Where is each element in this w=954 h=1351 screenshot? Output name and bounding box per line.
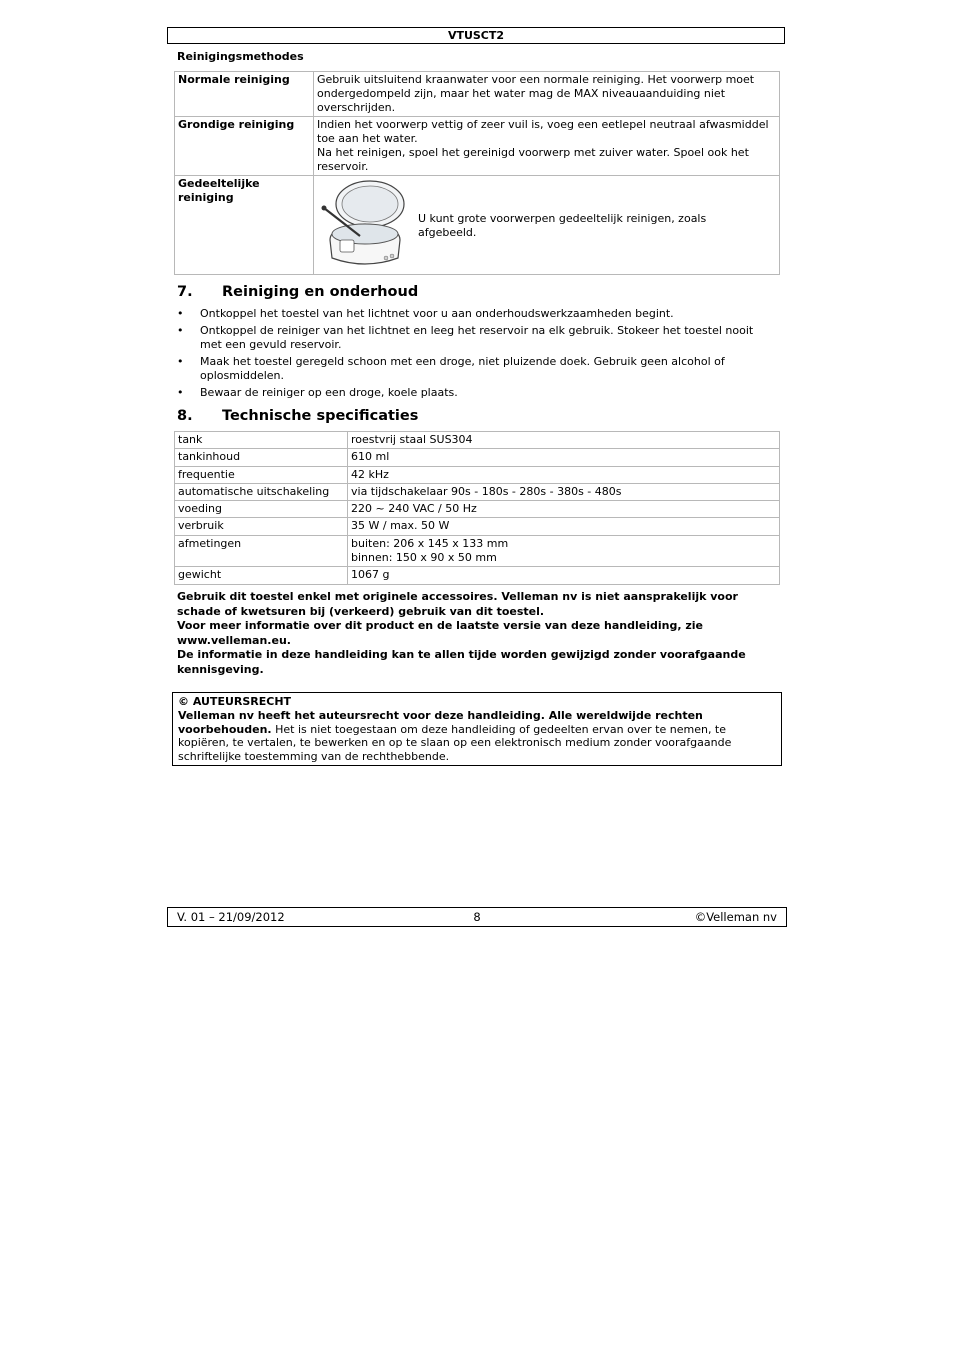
spec-value: 610 ml (348, 449, 780, 466)
section-heading (177, 284, 418, 300)
version-date: V. 01 – 21/09/2012 (177, 910, 285, 924)
method-description (314, 176, 780, 275)
section-title: Technische specificaties (222, 408, 419, 424)
method-text: Indien het voorwerp vettig of zeer vuil is, voeg een eetlepel neutraal afwasmiddel toe aan het water. (317, 118, 769, 145)
spec-value: 1067 g (348, 567, 780, 584)
table-row (175, 483, 780, 500)
spec-key: tankinhoud (175, 449, 348, 466)
table-row (175, 449, 780, 466)
table-row (175, 432, 780, 449)
bullet-icon: • (177, 386, 184, 399)
table-row (175, 518, 780, 535)
list-item-text: Ontkoppel de reiniger van het lichtnet en leeg het reservoir na elk gebruik. Stokeer het toestel nooit met een gevuld reservoir. (200, 324, 754, 351)
page-number: 8 (473, 910, 481, 924)
ultrasonic-cleaner-illustration (320, 178, 410, 272)
spec-value: 220 ~ 240 VAC / 50 Hz (348, 501, 780, 518)
list-item-text: Maak het toestel geregeld schoon met een droge, niet pluizende doek. Gebruik geen alcohol of oplosmiddelen. (200, 355, 725, 382)
notice-paragraph: Gebruik dit toestel enkel met originele accessoires. Velleman nv is niet aansprakelijk voor schade of kwetsuren bij (verkeerd) gebruik van dit toestel. (177, 590, 738, 618)
copyright-bold-text: Velleman nv heeft het auteursrecht voor deze handleiding. Alle wereldwijde rechten voorbehouden. (178, 708, 703, 736)
table-row (175, 117, 780, 176)
spec-value: 42 kHz (348, 466, 780, 483)
bullet-icon: • (177, 324, 184, 337)
copyright-body (178, 709, 776, 764)
table-row (175, 567, 780, 584)
method-key: Normale reiniging (175, 72, 314, 117)
spec-value: via tijdschakelaar 90s - 180s - 280s - 380s - 480s (348, 483, 780, 500)
page-header (167, 27, 785, 44)
list-item (177, 324, 777, 352)
bullet-icon: • (177, 307, 184, 320)
section-number: 8. (177, 408, 193, 424)
specifications-table (174, 431, 780, 585)
page-footer (167, 907, 787, 927)
spec-value-line: binnen: 150 x 90 x 50 mm (351, 551, 497, 565)
spec-key: afmetingen (175, 535, 348, 567)
spec-key: frequentie (175, 466, 348, 483)
spec-value: 35 W / max. 50 W (348, 518, 780, 535)
list-item (177, 307, 777, 321)
section-number: 7. (177, 284, 193, 300)
copyright-notice (172, 692, 782, 766)
section-title: Reiniging en onderhoud (222, 284, 419, 300)
maintenance-list (177, 307, 777, 403)
copyright-title: © AUTEURSRECHT (178, 695, 292, 708)
method-text: Gebruik uitsluitend kraanwater voor een normale reiniging. Het voorwerp moet ondergedompeld zijn, maar het water mag de MAX niveauaanduiding niet overschrijden. (317, 73, 755, 114)
method-key: Gedeeltelijke reiniging (175, 176, 314, 275)
table-row (175, 72, 780, 117)
method-description (314, 117, 780, 176)
spec-key: automatische uitschakeling (175, 483, 348, 500)
model-code: VTUSCT2 (447, 29, 505, 42)
spec-key: tank (175, 432, 348, 449)
spec-value-line: buiten: 206 x 145 x 133 mm (351, 536, 509, 550)
method-text: Na het reinigen, spoel het gereinigd voorwerp met zuiver water. Spoel ook het reservoir. (317, 146, 749, 173)
spec-value (348, 535, 780, 567)
list-item (177, 386, 777, 400)
usage-notice (177, 590, 777, 677)
bullet-icon: • (177, 355, 184, 368)
table-row (175, 466, 780, 483)
cleaning-methods-table (174, 71, 780, 275)
section-heading (177, 408, 418, 424)
method-text: U kunt grote voorwerpen gedeeltelijk reinigen, zoals afgebeeld. (418, 212, 707, 239)
table-row (175, 501, 780, 518)
method-description (314, 72, 780, 117)
company-copyright: ©Velleman nv (694, 910, 777, 924)
table-row (175, 176, 780, 275)
list-item-text: Bewaar de reiniger op een droge, koele plaats. (200, 386, 458, 399)
spec-key: voeding (175, 501, 348, 518)
copyright-text: Het is niet toegestaan om deze handleiding of gedeelten ervan over te nemen, te kopiëren, te vertalen, te bewerken en op te slaan op een elektronisch medium zonder voorafgaande schriftelijke toestemming van de rechthebbende. (178, 722, 732, 764)
spec-key: verbruik (175, 518, 348, 535)
list-item-text: Ontkoppel het toestel van het lichtnet voor u aan onderhoudswerkzaamheden begint. (200, 307, 674, 320)
method-key: Grondige reiniging (175, 117, 314, 176)
spec-value: roestvrij staal SUS304 (348, 432, 780, 449)
list-item (177, 355, 777, 383)
notice-paragraph: Voor meer informatie over dit product en de laatste versie van deze handleiding, zie www.velleman.eu. (177, 619, 703, 647)
notice-paragraph: De informatie in deze handleiding kan te allen tijde worden gewijzigd zonder voorafgaande kennisgeving. (177, 648, 746, 676)
spec-key: gewicht (175, 567, 348, 584)
table-row (175, 535, 780, 567)
cleaning-methods-title: Reinigingsmethodes (177, 50, 304, 63)
